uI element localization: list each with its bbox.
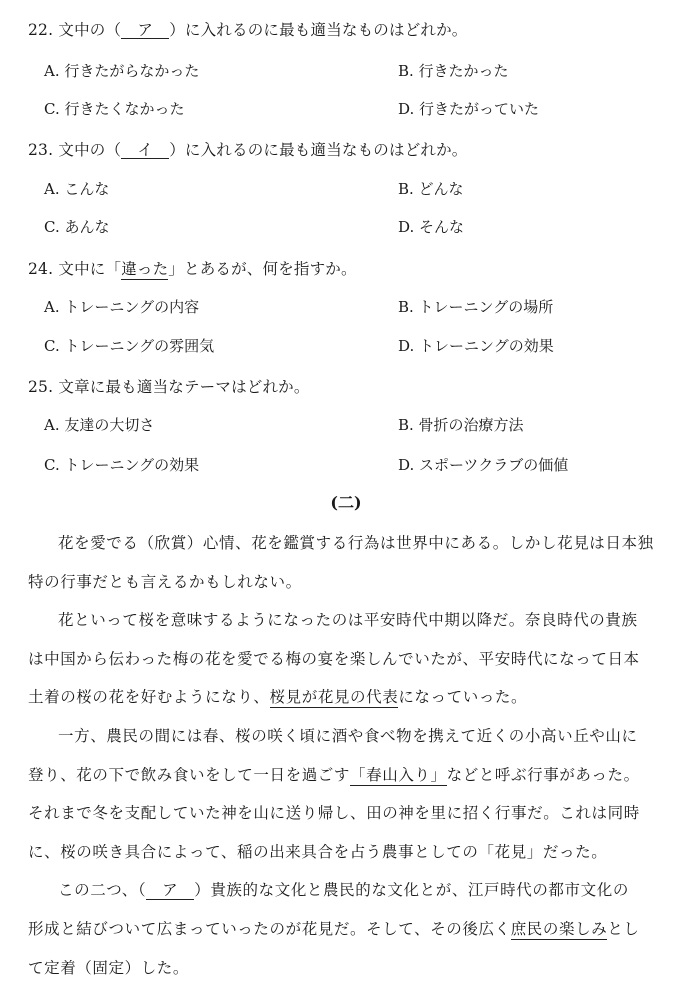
passage-p2-line3-pre: 土着の桜の花を好むようになり、 bbox=[28, 688, 270, 707]
passage-p4-line2-pre: 形成と結びついて広まっていったのが花見だ。そして、その後広く bbox=[28, 919, 511, 938]
passage-p2-line3 bbox=[28, 678, 678, 717]
passage-p4-line2-post: とし bbox=[607, 919, 640, 938]
q22-option-b[interactable]: B. 行きたかった bbox=[398, 62, 509, 80]
passage-p3-line4: に、桜の咲き具合によって、稲の出来具合を占う農事としての「花見」だった。 bbox=[28, 842, 608, 861]
passage bbox=[28, 524, 678, 987]
q24-option-d[interactable]: D. トレーニングの効果 bbox=[398, 337, 554, 355]
passage-p4-line2 bbox=[28, 910, 678, 949]
q23-option-c[interactable]: C. あんな bbox=[44, 218, 110, 236]
question-23-prefix: 23. 文中の（ bbox=[28, 141, 122, 159]
question-24 bbox=[28, 257, 357, 279]
passage-p1-line2: 特の行事だとも言えるかもしれない。 bbox=[28, 572, 302, 591]
passage-p2-line1: 花といって桜を意味するようになったのは平安時代中期以降だ。奈良時代の貴族 bbox=[58, 611, 638, 630]
q23-option-a[interactable]: A. こんな bbox=[44, 180, 110, 198]
passage-p4-line1-pre: この二つ、（ bbox=[58, 881, 147, 900]
passage-p3-line2-post: などと呼ぶ行事があった。 bbox=[446, 765, 640, 784]
question-23 bbox=[28, 138, 468, 160]
question-25: 25. 文章に最も適当なテーマはどれか。 bbox=[28, 378, 310, 396]
passage-p3-line1: 一方、農民の間には春、桜の咲く頃に酒や食べ物を携えて近くの小高い丘や山に bbox=[58, 726, 638, 745]
q22-option-d[interactable]: D. 行きたがっていた bbox=[398, 100, 540, 118]
q22-option-c[interactable]: C. 行きたくなかった bbox=[44, 100, 185, 118]
question-24-prefix: 24. 文中に「 bbox=[28, 260, 122, 278]
passage-p3-line3: それまで冬を支配していた神を山に送り帰し、田の神を里に招く行事だ。これは同時 bbox=[28, 804, 640, 823]
passage-underlined-haruyamairi: 「春山入り」 bbox=[350, 765, 447, 784]
passage-p4-line1 bbox=[28, 871, 678, 910]
passage-p4-line1-post: ）貴族的な文化と農民的な文化とが、江戸時代の都市文化の bbox=[194, 881, 629, 900]
q25-option-b[interactable]: B. 骨折の治療方法 bbox=[398, 416, 524, 434]
q24-option-a[interactable]: A. トレーニングの内容 bbox=[44, 298, 200, 316]
passage-p3-line2-pre: 登り、花の下で飲み食いをして一日を過ごす bbox=[28, 765, 351, 784]
passage-p1-line1: 花を愛でる（欣賞）心情、花を鑑賞する行為は世界中にある。しかし花見は日本独 bbox=[58, 534, 654, 552]
question-24-underlined: 違った bbox=[121, 260, 169, 278]
passage-p3-line2 bbox=[28, 756, 678, 795]
q24-option-c[interactable]: C. トレーニングの雰囲気 bbox=[44, 337, 215, 355]
question-22 bbox=[28, 18, 468, 40]
passage-underlined-shomin: 庶民の楽しみ bbox=[510, 919, 608, 938]
q23-option-d[interactable]: D. そんな bbox=[398, 218, 465, 236]
passage-p2-line2: は中国から伝わった梅の花を愛でる梅の宴を楽しんでいたが、平安時代になって日本 bbox=[28, 649, 640, 668]
question-22-prefix: 22. 文中の（ bbox=[28, 21, 122, 39]
q22-option-a[interactable]: A. 行きたがらなかった bbox=[44, 62, 200, 80]
passage-underlined-sakurami: 桜見が花見の代表 bbox=[269, 688, 399, 707]
q23-option-b[interactable]: B. どんな bbox=[398, 180, 464, 198]
passage-p2-line3-post: になっていった。 bbox=[398, 688, 528, 707]
question-22-blank: ア bbox=[121, 22, 169, 39]
q25-option-a[interactable]: A. 友達の大切さ bbox=[44, 416, 155, 434]
q25-option-c[interactable]: C. トレーニングの効果 bbox=[44, 456, 200, 474]
q24-option-b[interactable]: B. トレーニングの場所 bbox=[398, 298, 554, 316]
question-23-suffix: ）に入れるのに最も適当なものはどれか。 bbox=[169, 141, 468, 159]
q25-option-d[interactable]: D. スポーツクラブの価値 bbox=[398, 456, 569, 474]
question-24-suffix: 」とあるが、何を指すか。 bbox=[168, 260, 357, 278]
question-22-suffix: ）に入れるのに最も適当なものはどれか。 bbox=[169, 21, 468, 39]
passage-blank-a: ア bbox=[146, 882, 194, 899]
section-title: (二) bbox=[330, 493, 362, 512]
question-23-blank: イ bbox=[121, 142, 169, 159]
passage-p4-line3: て定着（固定）した。 bbox=[28, 958, 190, 977]
